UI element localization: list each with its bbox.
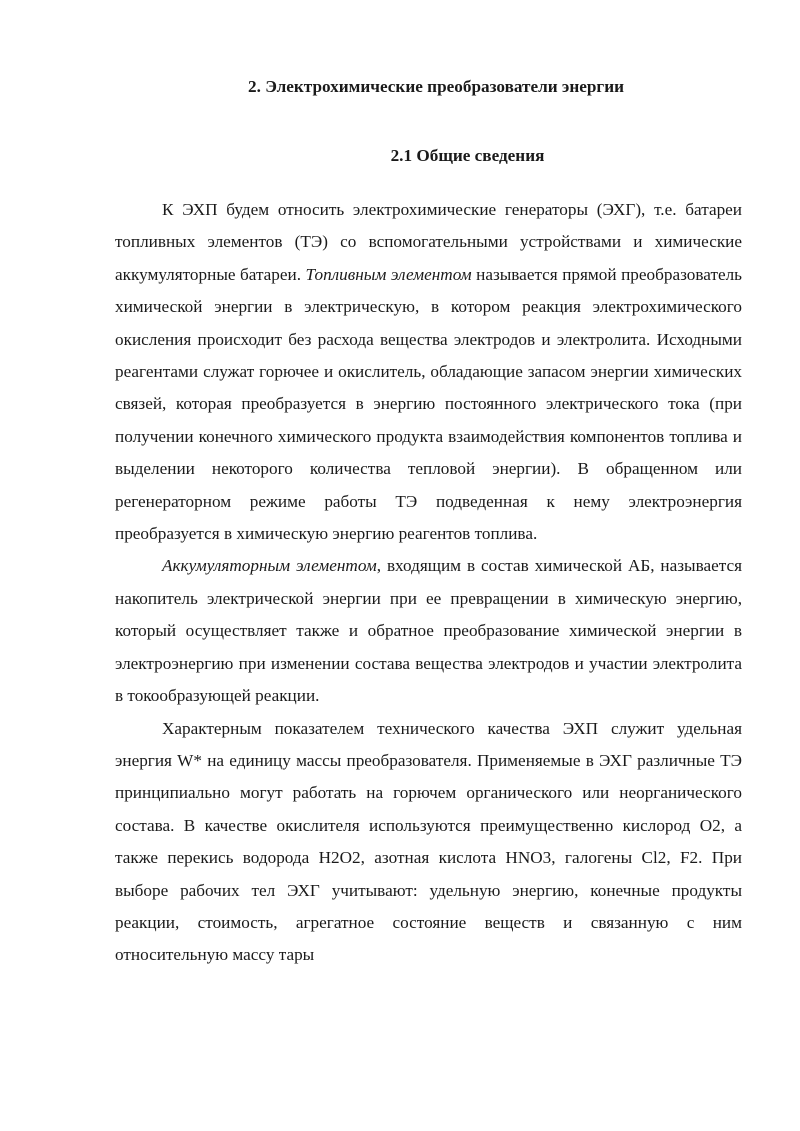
subsection-heading: 2.1 Общие сведения [390, 146, 545, 165]
paragraph-accumulators [115, 550, 742, 712]
paragraph-text: К ЭХП будем относить электрохимические генераторы (ЭХГ), т.е. батареи топливных элементов (ТЭ) со вспомогательными устройствами и химические аккумуляторные батареи. [115, 200, 742, 284]
paragraph-fuel-cells [115, 194, 742, 550]
term-fuel-cell: Топливным элементом [305, 264, 472, 284]
paragraph-text: называется прямой преобразователь химической энергии в электрическую, в котором реакция электрохимического окисления происходит без расхода вещества электродов и электролита. Исходными реагентами служат горючее и окислитель, обладающие запасом энергии химических связей, которая преобразуется в энергию постоянного электрического тока (при получении конечного химического продукта взаимодействия компонентов топлива и выделении некоторого количества тепловой энергии). В обращенном или регенераторном режиме работы ТЭ подведенная к нему электроэнергия преобразуется в химическую энергию реагентов топлива. [115, 264, 743, 544]
section-heading: 2. Электрохимические преобразователи энергии [248, 77, 625, 96]
body-text [115, 194, 742, 972]
paragraph-text: Характерным показателем технического качества ЭХП служит удельная энергия W* на единицу массы преобразователя. Применяемые в ЭХГ различные ТЭ принципиально могут работать на горючем органического или неорганического состава. В качестве окислителя используются преимущественно кислород О2, а также перекись водорода Н2О2, азотная кислота HNO3, галогены Cl2, F2. При выборе рабочих тел ЭХГ учитывают: удельную энергию, конечные продукты реакции, стоимость, агрегатное состояние веществ и связанную с ним относительную массу тары [115, 718, 742, 965]
term-accumulator-cell: Аккумуляторным элементом [162, 556, 377, 576]
paragraph-specific-energy [115, 713, 742, 972]
paragraph-text: , входящим в состав химической АБ, называется накопитель электрической энергии при ее превращении в химическую энергию, который осуществляет также и обратное преобразование химической энергии в электроэнергию при изменении состава вещества электродов и участии электролита в токообразующей реакции. [115, 556, 742, 706]
document-page [115, 72, 742, 972]
